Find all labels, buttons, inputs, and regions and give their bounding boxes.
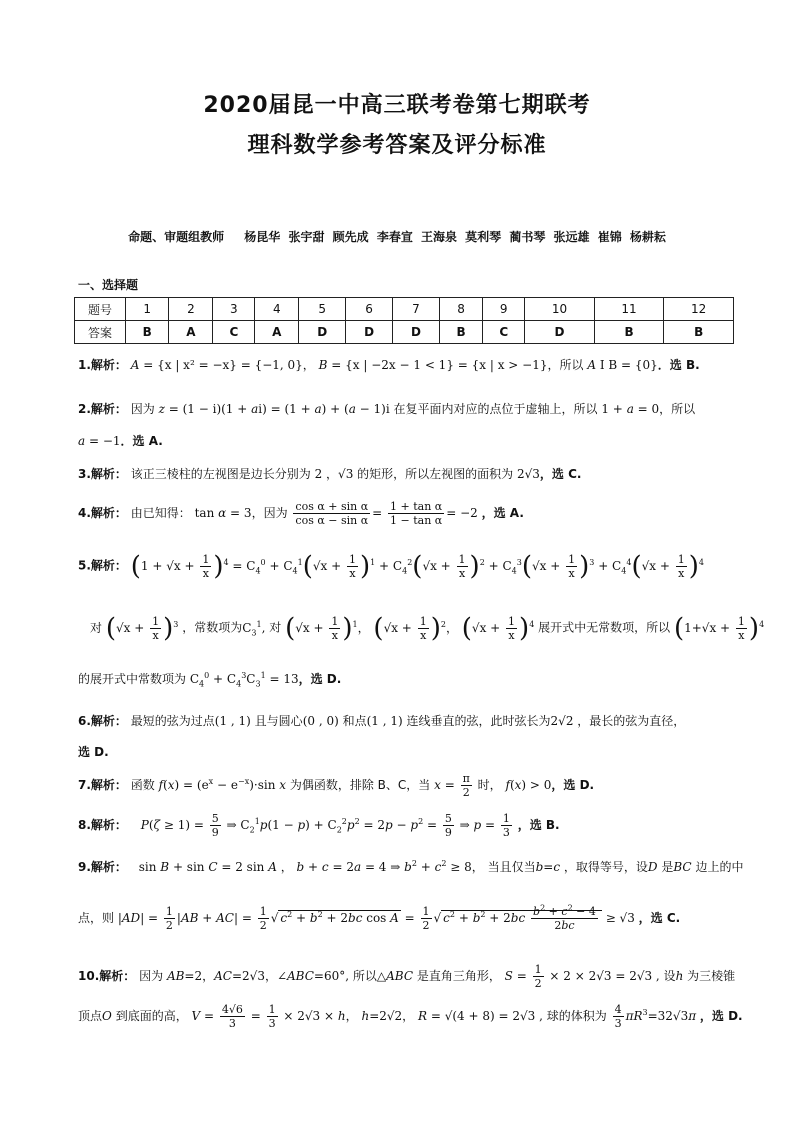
table-cell: 5 [299, 298, 346, 321]
solution-7: 7.解析： 函数 $f(x) = (e^x - e^{-x})\cdot\sin$ x 为偶函数，排除 B、C，当 x = $\frac{\pi}{2}$ 时， f(x) > 0，选 D. [78, 772, 595, 799]
table-cell: B [439, 321, 482, 344]
solution-4: 4.解析： 由已知得： tan α = 3，因为 $\frac{\text{cos α + sin α}}{\text{cos α − sin α}}$ = $\frac{\text{1 + tan α}}{\text{1 − tan α}}$ = −2 ，选 A. [78, 500, 524, 527]
table-cell: 9 [483, 298, 525, 321]
solution-9-cont: 点，则 |AD| = $\frac{1}{2}$ |AB + AC| = $\frac{1}{2}$ √ $c^2 + b^2 + 2bc$ cos A = $\frac{1}{2}$ √ $c^2 + b^2 + 2bc$ $\frac{b^2 + c^2 - 4}{2bc}$ ≥ √3 ，选 C. [78, 903, 681, 932]
solution-2-cont: a = −1．选 A. [78, 434, 163, 448]
table-row-answers [75, 321, 734, 344]
table-cell: C [483, 321, 525, 344]
solution-9: 9.解析： sin B + sin C = 2 sin A ， b + c = 2a = 4 ⇒ $b^2 + c^2 \ge 8$， 当且仅当b=c ，取得等号，设D 是BC 边上的中 [78, 859, 744, 874]
answer-table [74, 297, 734, 344]
solution-2: 2.解析： 因为 z = (1 − i)(1 + ai) = (1 + a) + (a − 1)i 在复平面内对应的点位于虚轴上，所以 1 + a = 0，所以 [78, 402, 696, 416]
document-subtitle: 理科数学参考答案及评分标准 [247, 133, 547, 158]
table-cell: 4 [255, 298, 299, 321]
row-label-answer: 答案 [75, 321, 126, 344]
table-cell: C [213, 321, 255, 344]
table-cell: B [126, 321, 169, 344]
solution-10-cont: 顶点O 到底面的高， V = $\frac{4√6}{3}$ = $\frac{1}{3}$ × 2√3 × h， h=2√2， R = √(4 + 8) = 2√3 , 球的体积为 $\frac{4}{3}$ $\pi R^3=32√3\pi$ ，选 D. [78, 1003, 743, 1030]
solution-5: 5.解析： (1 + √x + $\frac{1}{x}$ )$^4 = C_4^0 + C_4^1(√x$ + $\frac{1}{x}$ )$^1 + C_4^2(√x$ + $\frac{1}{x}$ )$^2 + C_4^3(√x$ + $\frac{1}{x}$ )$^3 + C_4^4(√x$ + $\frac{1}{x}$ )$^4$ [78, 551, 704, 581]
table-cell: D [393, 321, 440, 344]
solution-10: 10.解析： 因为 AB=2，AC=2√3，∠ABC=60°, 所以△ABC 是直角三角形， S = $\frac{1}{2}$ × 2 × 2√3 = 2√3 , 设h 为三棱锥 [78, 963, 736, 990]
table-cell: D [346, 321, 393, 344]
table-cell: A [255, 321, 299, 344]
solution-5-end: 的展开式中常数项为 $C_4^0 + C_4^3C_3^1 = 13$，选 D. [78, 671, 342, 689]
table-cell: 7 [393, 298, 440, 321]
solution-3: 3.解析： 该正三棱柱的左视图是边长分别为 2 ，√3 的矩形，所以左视图的面积为 2√3，选 C. [78, 467, 582, 481]
solution-6: 6.解析： 最短的弦为过点(1 , 1) 且与圆心(0 , 0) 和点(1 , 1) 连线垂直的弦，此时弦长为2√2 ，最长的弦为直径， [78, 714, 686, 728]
table-cell: 3 [213, 298, 255, 321]
table-cell: A [169, 321, 213, 344]
solution-label: 1.解析： [78, 358, 127, 372]
table-cell: 10 [525, 298, 595, 321]
table-cell: 11 [594, 298, 664, 321]
table-cell: 6 [346, 298, 393, 321]
table-cell: 8 [439, 298, 482, 321]
section-heading: 一、选择题 [78, 278, 139, 292]
authors-line: 命题、审题组教师 杨昆华 张宇甜 顾先成 李春宣 王海泉 莫利琴 蔺书琴 张远雄 崔锦 杨耕耘 [128, 230, 666, 244]
solution-5-cont: 对 (√x + $\frac{1}{x}$ )$^3$ ，常数项为$C_3^1$, 对 (√x + $\frac{1}{x}$ )$^1$， (√x + $\frac{1}{x}$ )$^2$， (√x + $\frac{1}{x}$ )$^4$ 展开式中无常数项，所以 (1+√x + $\frac{1}{x}$ )$^4$ [90, 613, 765, 643]
table-cell: 2 [169, 298, 213, 321]
table-cell: 12 [664, 298, 734, 321]
solution-1: 1.解析： A = {x | x² = −x} = {−1, 0}， B = {x | −2x − 1 < 1} = {x | x > −1}，所以 A I B = {0}．选 B. [78, 358, 700, 372]
table-row-numbers [75, 298, 734, 321]
solution-8: 8.解析： P(ζ ≥ 1) = $\frac{5}{9}$ ⇒ $C_2^1p(1 - p) + C_2^2p^2 = 2p - p^2$ = $\frac{5}{9}$ ⇒ p = $\frac{1}{3}$ ，选 B. [78, 812, 560, 839]
table-cell: D [525, 321, 595, 344]
document-title: 2020届昆一中高三联考卷第七期联考 [203, 93, 591, 118]
row-label-number: 题号 [75, 298, 126, 321]
table-cell: 1 [126, 298, 169, 321]
table-cell: B [594, 321, 664, 344]
solution-6-cont: 选 D. [78, 745, 109, 759]
table-cell: B [664, 321, 734, 344]
table-cell: D [299, 321, 346, 344]
